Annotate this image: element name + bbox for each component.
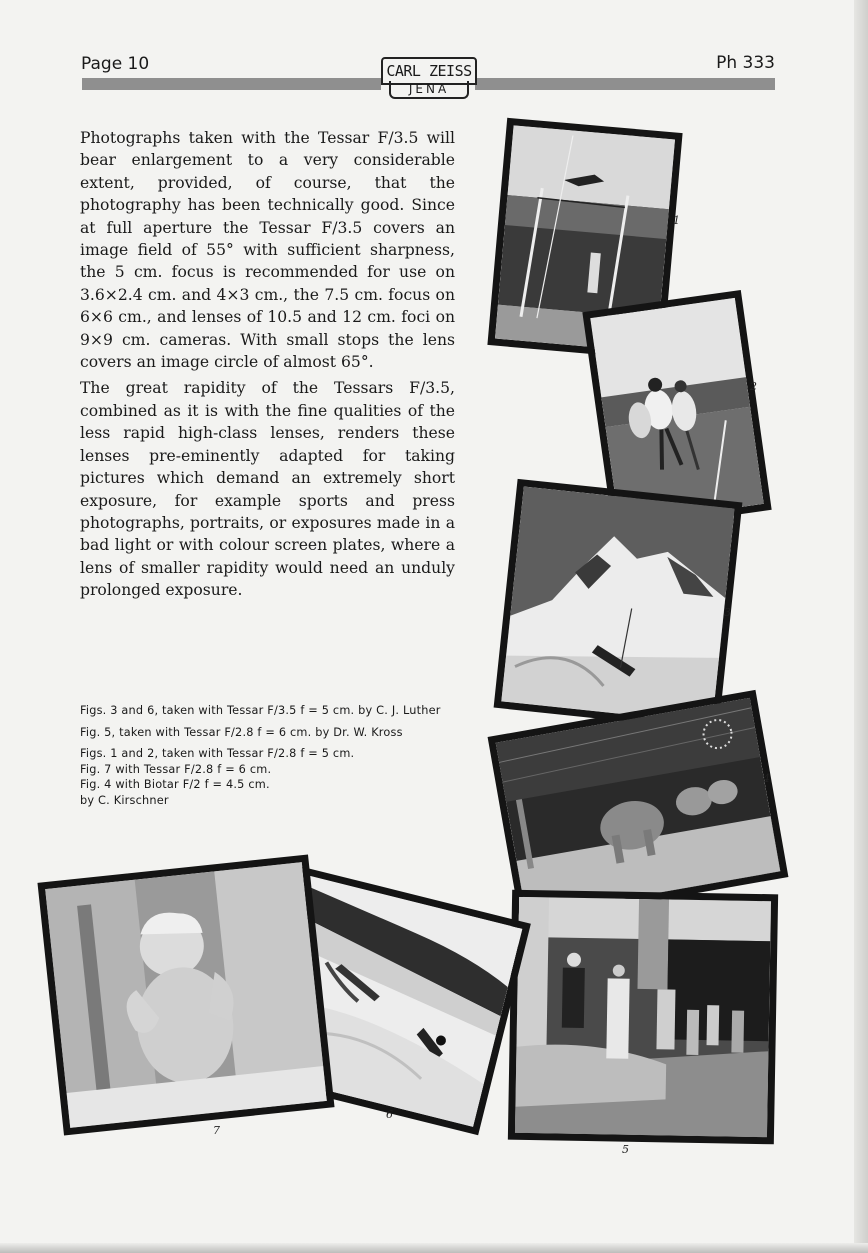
figure-7-photo [37,854,334,1135]
circus-elephants-image [496,698,781,916]
alpine-skier-image [501,487,734,724]
logo-city: JENA [389,81,469,99]
figure-6-number: 6 [386,1108,393,1121]
body-text [80,127,455,602]
street-crowd-image [515,897,771,1137]
page-number: Page 10 [81,54,150,74]
child-portrait-image [45,862,327,1128]
credit-line: Fig. 5, taken with Tessar F/2.8 f = 6 cm. by Dr. W. Kross [80,725,403,739]
paragraph: The great rapidity of the Tessars F/3.5, combined as it is with the fine qualities of the less rapid high-class lenses, renders these lenses pre-eminently adapted for taking pictures which demand an extremely short exposure, for example sports and press photographs, portraits, or exposures made in a bad light or with colour screen plates, where a lens of smaller rapidity would need an unduly prolonged exposure. [80,379,455,600]
figure-5-photo [508,890,778,1145]
zeiss-logo [381,57,475,101]
figure-3-photo [494,479,743,731]
credit-line: Figs. 1 and 2, taken with Tessar F/2.8 f = 5 cm. [80,747,355,760]
figure-3-number: 3 [724,606,731,619]
figure-5-number: 5 [622,1143,629,1156]
paragraph: Photographs taken with the Tessar F/3.5 will bear enlargement to a very considerable extent, provided, of course, that the photography has been technically good. Since at full aperture the Tessar F/3.5 covers an image field of 55° with sufficient sharpness, the 5 cm. focus is recommended for use on 3.6×2.4 cm. and 4×3 cm., the 7.5 cm. focus on 6×6 cm., and lenses of 10.5 and 12 cm. foci on 9×9 cm. cameras. With small stops the lens covers an image circle of almost 65°. [80,129,455,372]
credit-line: Fig. 7 with Tessar F/2.8 f = 6 cm. [80,762,272,776]
figure-7-number: 7 [213,1124,220,1137]
page-bottom-shadow [0,1243,868,1253]
credit-line: by C. Kirschner [80,793,169,807]
document-code: Ph 333 [716,53,775,73]
photo-credits [80,703,455,808]
figure-4-photo [488,690,789,924]
figure-1-number: 1 [673,214,680,227]
credit-line: Fig. 4 with Biotar F/2 f = 4.5 cm. [80,778,270,791]
credit-line: Figs. 3 and 6, taken with Tessar F/3.5 f = 5 cm. by C. J. Luther [80,704,441,717]
page-edge-shadow [854,0,868,1253]
figure-4-number: 4 [763,772,770,785]
logo-wordmark: CARL ZEISS [381,57,477,85]
figure-2-number: 2 [750,380,757,393]
